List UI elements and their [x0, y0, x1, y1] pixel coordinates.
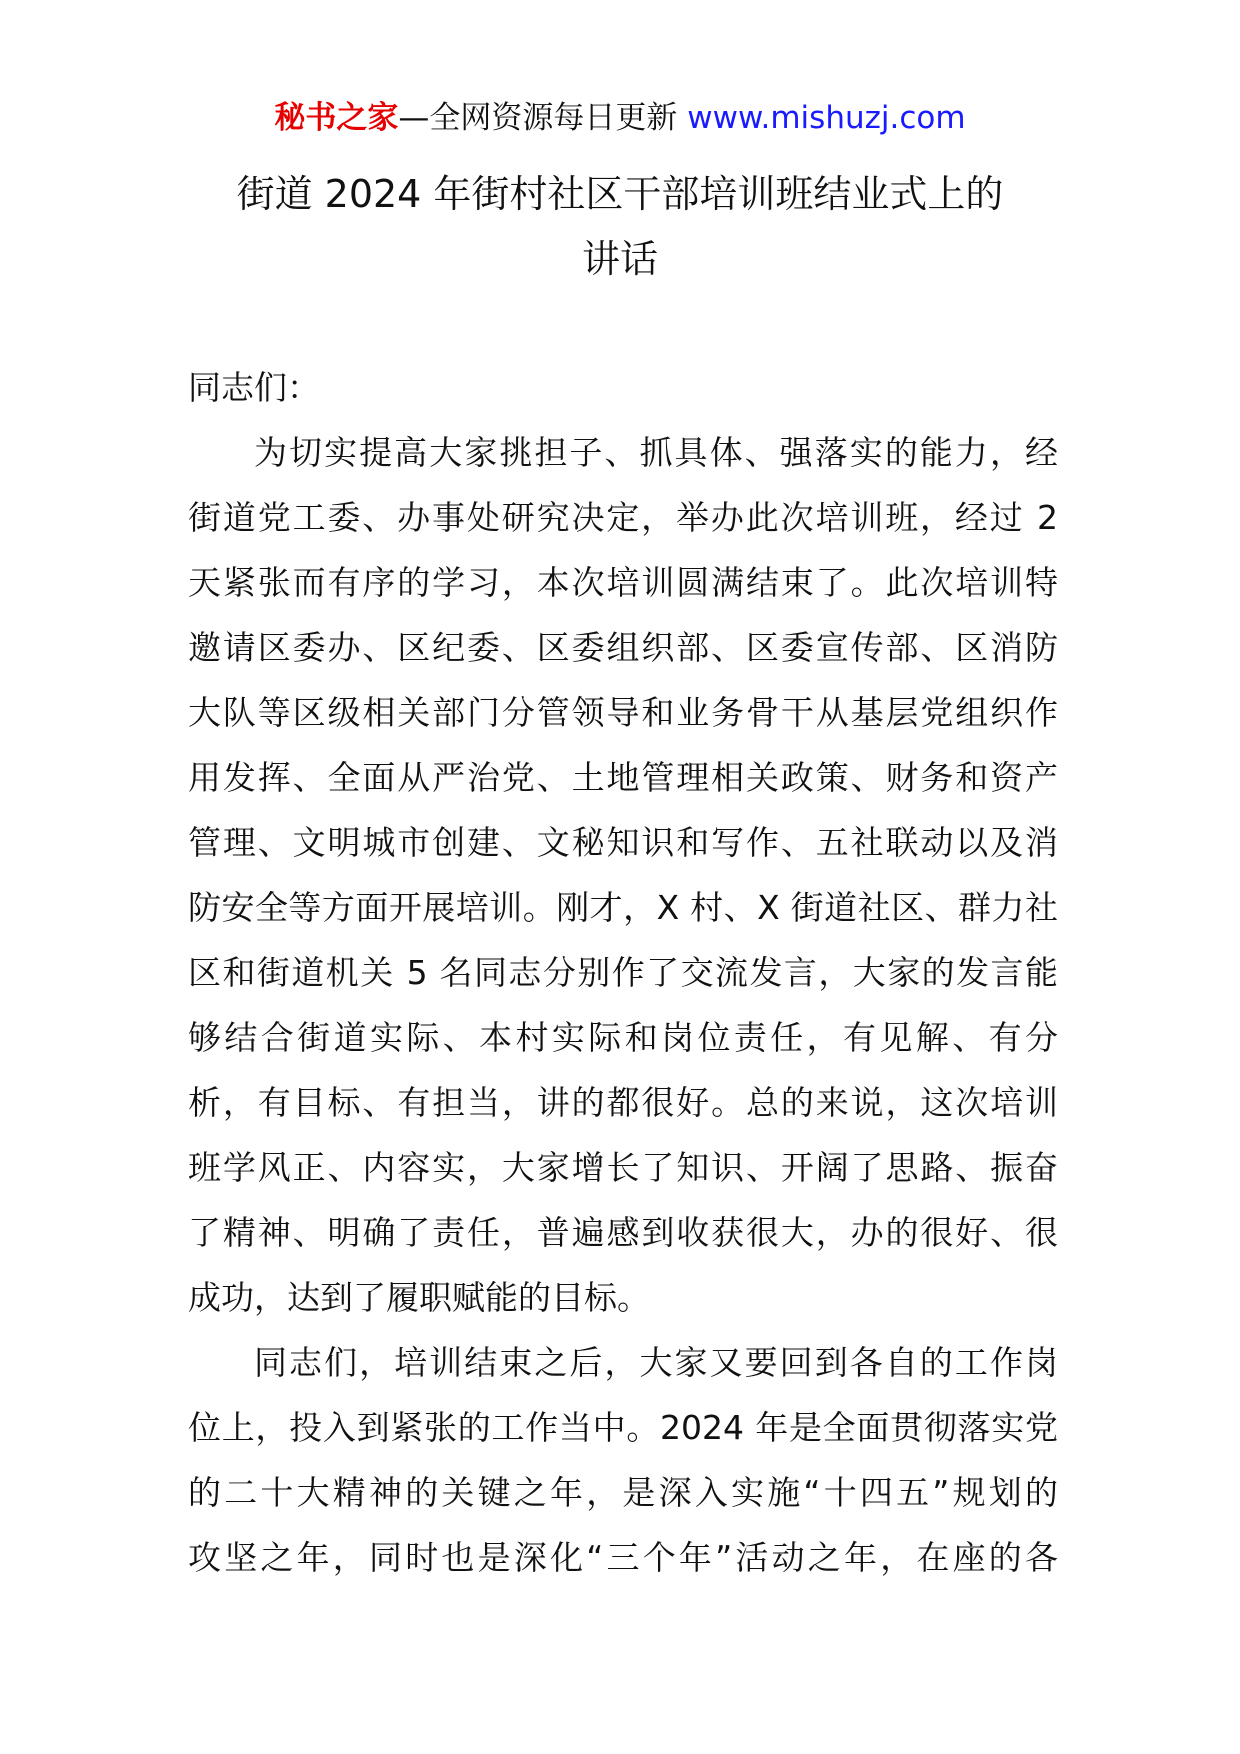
paragraph-line: 区和街道机关 5 名同志分别作了交流发言，大家的发言能: [188, 953, 1058, 992]
paragraph-line: 天紧张而有序的学习，本次培训圆满结束了。此次培训特: [188, 563, 1058, 602]
paragraph-line: 够结合街道实际、本村实际和岗位责任，有见解、有分: [188, 1018, 1058, 1057]
site-url-link[interactable]: www.mishuzj.com: [687, 100, 966, 136]
paragraph-line: 攻坚之年，同时也是深化“三个年”活动之年，在座的各: [188, 1538, 1058, 1577]
document-title-line-1: 街道 2024 年街村社区干部培训班结业式上的: [236, 172, 1004, 216]
paragraph-line: 街道党工委、办事处研究决定，举办此次培训班，经过 2: [188, 498, 1058, 537]
document-title: [170, 162, 1070, 292]
document-title-line-2: 讲话: [581, 237, 658, 281]
paragraph-line: 析，有目标、有担当，讲的都很好。总的来说，这次培训: [188, 1083, 1058, 1122]
paragraph-line: 防安全等方面开展培训。刚才，X 村、X 街道社区、群力社: [188, 888, 1058, 927]
paragraph-line: 的二十大精神的关键之年，是深入实施“十四五”规划的: [188, 1473, 1058, 1512]
brand-name: 秘书之家: [274, 100, 399, 136]
salutation: 同志们：: [188, 368, 320, 407]
paragraph-line: 用发挥、全面从严治党、土地管理相关政策、财务和资产: [188, 758, 1058, 797]
paragraph-line: 邀请区委办、区纪委、区委组织部、区委宣传部、区消防: [188, 628, 1058, 667]
paragraph-1: [188, 420, 1058, 1330]
paragraph-line: 管理、文明城市创建、文秘知识和写作、五社联动以及消: [188, 823, 1058, 862]
paragraph-2: [188, 1330, 1058, 1590]
paragraph-line: 位上，投入到紧张的工作当中。2024 年是全面贯彻落实党: [188, 1408, 1058, 1447]
site-header: [0, 98, 1240, 138]
paragraph-line: 班学风正、内容实，大家增长了知识、开阔了思路、振奋: [188, 1148, 1058, 1187]
paragraph-line: 大队等区级相关部门分管领导和业务骨干从基层党组织作: [188, 693, 1058, 732]
document-body: [188, 355, 1058, 1590]
paragraph-line: 为切实提高大家挑担子、抓具体、强落实的能力，经: [254, 433, 1058, 472]
paragraph-line: 成功，达到了履职赋能的目标。: [188, 1278, 650, 1317]
header-tagline: —全网资源每日更新: [398, 100, 678, 136]
paragraph-line: 了精神、明确了责任，普遍感到收获很大，办的很好、很: [188, 1213, 1058, 1252]
paragraph-line: 同志们，培训结束之后，大家又要回到各自的工作岗: [254, 1343, 1058, 1382]
